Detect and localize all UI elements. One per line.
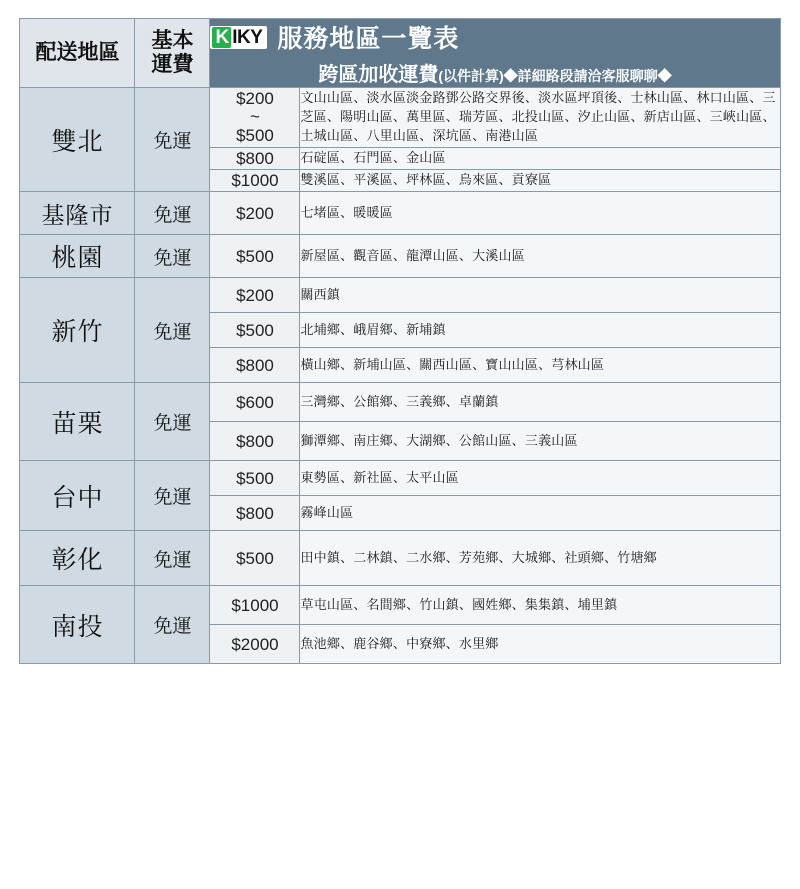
banner-subtitle: [210, 58, 779, 87]
base-fee-cell: 免運: [135, 88, 210, 192]
table-row: [20, 235, 780, 278]
price-cell: $600: [210, 383, 300, 422]
header-base-fee-line1: 基本: [151, 29, 194, 53]
header-banner: [210, 19, 780, 88]
price-cell: $500: [210, 235, 300, 278]
price-cell: $200: [210, 192, 300, 235]
areas-cell: 三灣鄉、公館鄉、三義鄉、卓蘭鎮: [300, 383, 780, 422]
price-cell: $1000: [210, 586, 300, 625]
header-region-label: 配送地區: [35, 41, 120, 65]
areas-cell: 石碇區、石門區、金山區: [300, 147, 780, 169]
shipping-fee-table: [19, 18, 780, 664]
region-cell: 基隆市: [20, 192, 135, 235]
areas-cell: 魚池鄉、鹿谷鄉、中寮鄉、水里鄉: [300, 625, 780, 664]
header-region: [20, 19, 135, 88]
region-cell: 台中: [20, 461, 135, 531]
base-fee-cell: 免運: [135, 278, 210, 383]
kiky-logo: [210, 26, 267, 49]
areas-cell: 雙溪區、平溪區、坪林區、烏來區、貢寮區: [300, 169, 780, 191]
areas-cell: 東勢區、新社區、太平山區: [300, 461, 780, 496]
table-header: [20, 19, 780, 88]
base-fee-cell: 免運: [135, 461, 210, 531]
table-row: [20, 192, 780, 235]
table-row: [20, 531, 780, 586]
base-fee-cell: 免運: [135, 192, 210, 235]
price-bottom: $500: [236, 126, 274, 146]
areas-cell: 田中鎮、二林鎮、二水鄉、芳苑鄉、大城鄉、社頭鄉、竹塘鄉: [300, 531, 780, 586]
table-row: [20, 88, 780, 148]
base-fee-cell: 免運: [135, 586, 210, 664]
region-cell: 苗栗: [20, 383, 135, 461]
areas-cell: 新屋區、觀音區、龍潭山區、大溪山區: [300, 235, 780, 278]
table-row: [20, 383, 780, 422]
table-row: [20, 586, 780, 625]
banner-title: 服務地區一覽表: [277, 25, 460, 53]
price-range-brace: ~: [250, 107, 260, 127]
table-body: [20, 88, 780, 664]
areas-cell: 霧峰山區: [300, 496, 780, 531]
header-base-fee: [135, 19, 210, 88]
areas-cell: 橫山鄉、新埔山區、關西山區、寶山山區、芎林山區: [300, 348, 780, 383]
region-cell: 新竹: [20, 278, 135, 383]
base-fee-cell: 免運: [135, 531, 210, 586]
price-cell: $800: [210, 496, 300, 531]
region-cell: 桃園: [20, 235, 135, 278]
header-base-fee-line2: 運費: [151, 53, 194, 76]
price-cell: $500: [210, 461, 300, 496]
table-row: [20, 461, 780, 496]
price-cell: $800: [210, 147, 300, 169]
price-cell: $800: [210, 348, 300, 383]
price-cell: $500: [210, 531, 300, 586]
region-cell: 雙北: [20, 88, 135, 192]
areas-cell: 獅潭鄉、南庄鄉、大湖鄉、公館山區、三義山區: [300, 422, 780, 461]
areas-cell: 北埔鄉、峨眉鄉、新埔鎮: [300, 313, 780, 348]
price-top: $200: [236, 89, 274, 108]
price-cell: $2000: [210, 625, 300, 664]
banner-subtitle-note: (以件計算)◆詳細路段請洽客服聊聊◆: [438, 68, 672, 84]
region-cell: 彰化: [20, 531, 135, 586]
base-fee-cell: 免運: [135, 235, 210, 278]
region-cell: 南投: [20, 586, 135, 664]
base-fee-cell: 免運: [135, 383, 210, 461]
price-cell: $1000: [210, 169, 300, 191]
logo-k-mark: K: [212, 27, 231, 48]
areas-cell: 草屯山區、名間鄉、竹山鎮、國姓鄉、集集鎮、埔里鎮: [300, 586, 780, 625]
areas-cell: 關西鎮: [300, 278, 780, 313]
banner-subtitle-main: 跨區加收運費: [318, 64, 439, 86]
table-row: [20, 278, 780, 313]
price-cell: $200: [210, 278, 300, 313]
areas-cell: 文山山區、淡水區淡金路鄧公路交界後、淡水區坪頂後、士林山區、林口山區、三芝區、陽明山區、萬里區、瑞芳區、北投山區、汐止山區、新店山區、三峽山區、土城山區、八里山區、深坑區、南港山區: [300, 88, 780, 148]
price-cell: [210, 88, 300, 148]
logo-wordmark: IKY: [232, 26, 263, 48]
price-cell: $500: [210, 313, 300, 348]
price-cell: $800: [210, 422, 300, 461]
areas-cell: 七堵區、暖暖區: [300, 192, 780, 235]
